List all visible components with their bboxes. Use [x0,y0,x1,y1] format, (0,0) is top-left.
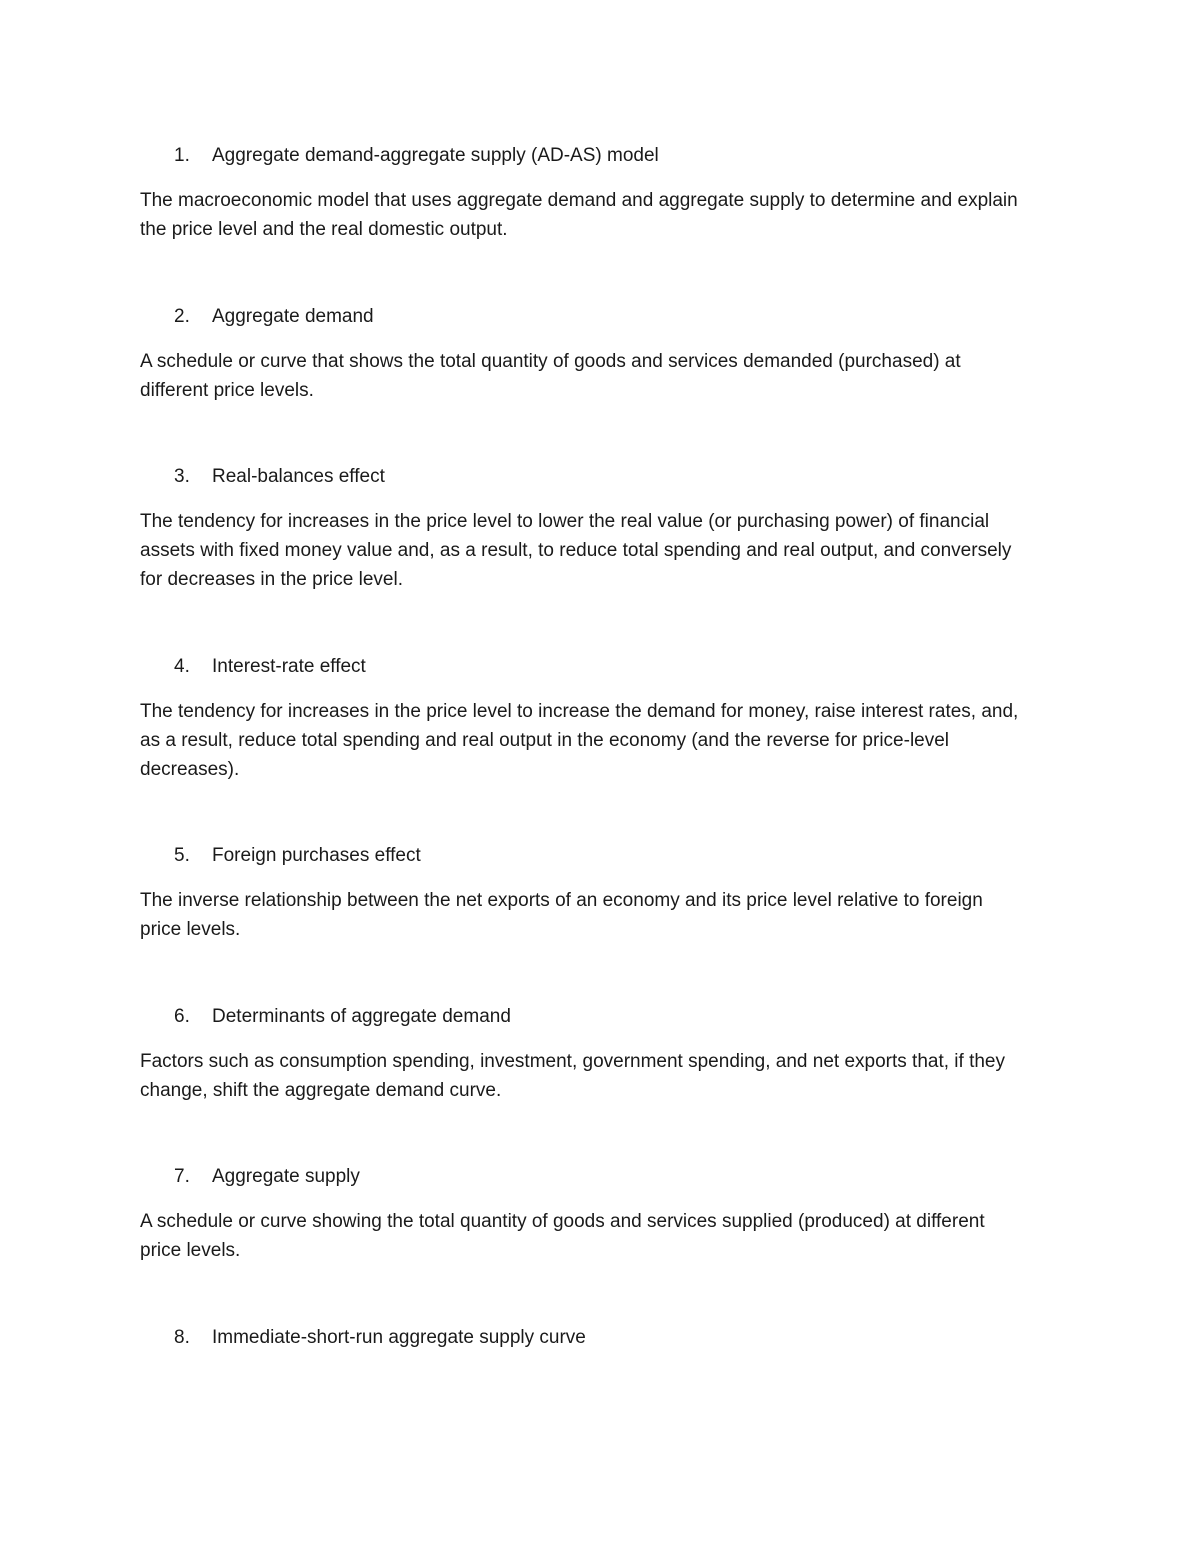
term-title: Aggregate supply [212,1166,360,1187]
definition-line: A schedule or curve showing the total quantity of goods and services supplied (produced) at different [140,1211,985,1232]
definition-line: The tendency for increases in the price level to lower the real value (or purchasing power) of financial [140,511,990,532]
term-number: 3. [174,466,190,487]
term-title: Aggregate demand [212,306,374,327]
term-heading [140,842,1060,870]
term-title: Interest-rate effect [212,656,366,677]
term-heading [140,1163,1060,1191]
term-title: Immediate-short-run aggregate supply curve [212,1327,586,1348]
term-definition [140,697,1060,784]
term-title: Real-balances effect [212,466,385,487]
term-title: Determinants of aggregate demand [212,1006,511,1027]
term-definition [140,1207,1060,1265]
term-title: Foreign purchases effect [212,845,421,866]
definition-line: Factors such as consumption spending, investment, government spending, and net exports that, if they [140,1051,1005,1072]
term-title: Aggregate demand-aggregate supply (AD-AS) model [212,145,659,166]
glossary-entry-2 [140,303,1060,405]
term-heading [140,142,1060,170]
definition-line: decreases). [140,759,240,780]
definition-line: The macroeconomic model that uses aggregate demand and aggregate supply to determine and explain [140,190,1018,211]
term-heading [140,463,1060,491]
glossary-entry-5 [140,842,1060,944]
definition-line: The inverse relationship between the net exports of an economy and its price level relative to foreign [140,890,983,911]
glossary-entry-7 [140,1163,1060,1265]
definition-line: price levels. [140,1240,241,1261]
definition-line: as a result, reduce total spending and real output in the economy (and the reverse for price-level [140,730,950,751]
term-number: 1. [174,145,190,166]
term-number: 6. [174,1006,190,1027]
glossary-entry-4 [140,653,1060,784]
glossary-entry-3 [140,463,1060,594]
glossary-entry-6 [140,1003,1060,1105]
definition-line: for decreases in the price level. [140,569,403,590]
term-heading [140,1324,1060,1352]
term-heading [140,1003,1060,1031]
term-definition [140,507,1060,594]
term-number: 2. [174,306,190,327]
term-definition [140,347,1060,405]
term-heading [140,653,1060,681]
glossary-entry-8 [140,1324,1060,1352]
term-heading [140,303,1060,331]
term-number: 4. [174,656,190,677]
glossary-entry-1 [140,142,1060,244]
term-number: 8. [174,1327,190,1348]
definition-line: A schedule or curve that shows the total quantity of goods and services demanded (purchased) at [140,351,961,372]
term-definition [140,186,1060,244]
term-definition [140,1047,1060,1105]
term-definition [140,886,1060,944]
term-number: 7. [174,1166,190,1187]
definition-line: price levels. [140,919,241,940]
definition-line: different price levels. [140,380,314,401]
definition-line: The tendency for increases in the price level to increase the demand for money, raise interest rates, and, [140,701,1019,722]
definition-line: the price level and the real domestic output. [140,219,508,240]
definition-line: change, shift the aggregate demand curve. [140,1080,502,1101]
definition-line: assets with fixed money value and, as a result, to reduce total spending and real output, and conversely [140,540,1012,561]
term-number: 5. [174,845,190,866]
